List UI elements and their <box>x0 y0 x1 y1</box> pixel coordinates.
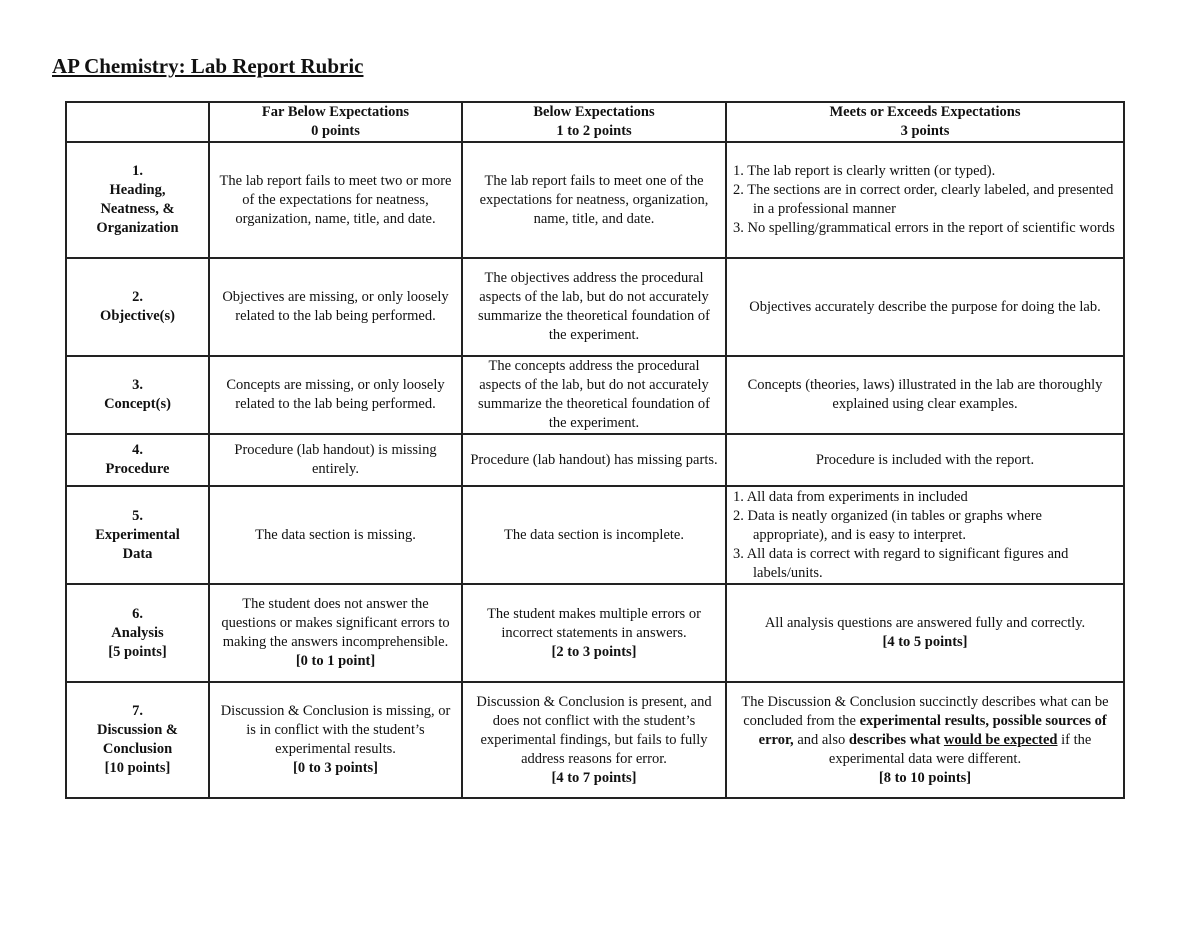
cell-meets: Objectives accurately describe the purpose for doing the lab. <box>726 258 1124 356</box>
table-row <box>66 356 1124 434</box>
table-row <box>66 434 1124 486</box>
cell-far-below: Objectives are missing, or only loosely related to the lab being performed. <box>209 258 462 356</box>
list-item: 2. The sections are in correct order, clearly labeled, and presented in a professional manner <box>733 182 1114 217</box>
table-row <box>66 584 1124 682</box>
cell-below: The student makes multiple errors or incorrect statements in answers. [2 to 3 points] <box>462 584 726 682</box>
criterion-objectives: 2. Objective(s) <box>66 258 209 356</box>
cell-meets <box>726 142 1124 258</box>
cell-below: Procedure (lab handout) has missing parts. <box>462 434 726 486</box>
cell-far-below: The data section is missing. <box>209 486 462 584</box>
cell-meets: Concepts (theories, laws) illustrated in the lab are thoroughly explained using clear examples. <box>726 356 1124 434</box>
criterion-heading: 1. Heading, Neatness, & Organization <box>66 142 209 258</box>
table-row <box>66 486 1124 584</box>
cell-below: The objectives address the procedural aspects of the lab, but do not accurately summarize the theoretical foundation of the experiment. <box>462 258 726 356</box>
cell-far-below: Concepts are missing, or only loosely related to the lab being performed. <box>209 356 462 434</box>
cell-below: The lab report fails to meet one of the expectations for neatness, organization, name, title, and date. <box>462 142 726 258</box>
criterion-experimental-data: 5. Experimental Data <box>66 486 209 584</box>
cell-far-below: The lab report fails to meet two or more of the expectations for neatness, organization, name, title, and date. <box>209 142 462 258</box>
cell-far-below: Procedure (lab handout) is missing entirely. <box>209 434 462 486</box>
page-title: AP Chemistry: Lab Report Rubric <box>52 54 364 78</box>
cell-meets: All analysis questions are answered fully and correctly. [4 to 5 points] <box>726 584 1124 682</box>
cell-far-below: Discussion & Conclusion is missing, or is in conflict with the student’s experimental results. [0 to 3 points] <box>209 682 462 798</box>
criterion-procedure: 4. Procedure <box>66 434 209 486</box>
table-row <box>66 682 1124 798</box>
cell-meets <box>726 486 1124 584</box>
cell-below: The data section is incomplete. <box>462 486 726 584</box>
rubric-table <box>65 101 1125 799</box>
header-far-below: Far Below Expectations 0 points <box>209 102 462 142</box>
cell-meets: Procedure is included with the report. <box>726 434 1124 486</box>
points-range: [0 to 3 points] <box>293 760 378 776</box>
table-row <box>66 258 1124 356</box>
list-item: 2. Data is neatly organized (in tables or graphs where appropriate), and is easy to interpret. <box>733 507 1042 543</box>
points-range: [4 to 7 points] <box>551 769 637 786</box>
points-range: [2 to 3 points] <box>551 643 637 660</box>
header-below: Below Expectations 1 to 2 points <box>462 102 726 142</box>
points-range: [4 to 5 points] <box>882 634 968 650</box>
list-item: 1. The lab report is clearly written (or typed). <box>733 163 996 179</box>
cell-meets: The Discussion & Conclusion succinctly describes what can be concluded from the experimental results, possible sources of error, and also describes what would be expected if the experimental data were different. [8 to 10 points] <box>726 682 1124 798</box>
points-range: [0 to 1 point] <box>295 653 376 669</box>
list-item: 3. All data is correct with regard to significant figures and labels/units. <box>733 545 1069 581</box>
header-meets: Meets or Exceeds Expectations 3 points <box>726 102 1124 142</box>
cell-far-below: The student does not answer the questions or makes significant errors to making the answers incomprehensible. [0 to 1 point] <box>209 584 462 682</box>
criterion-concepts: 3. Concept(s) <box>66 356 209 434</box>
cell-below: Discussion & Conclusion is present, and does not conflict with the student’s experimental findings, but fails to fully address reasons for error. [4 to 7 points] <box>462 682 726 798</box>
list-item: 1. All data from experiments in included <box>733 488 968 505</box>
table-row <box>66 142 1124 258</box>
header-row <box>66 102 1124 142</box>
points-range: [8 to 10 points] <box>878 769 972 786</box>
header-blank <box>66 102 209 142</box>
criterion-analysis: 6. Analysis [5 points] <box>66 584 209 682</box>
list-item: 3. No spelling/grammatical errors in the report of scientific words <box>733 220 1115 236</box>
criterion-discussion-conclusion: 7. Discussion & Conclusion [10 points] <box>66 682 209 798</box>
cell-below: The concepts address the procedural aspects of the lab, but do not accurately summarize the theoretical foundation of the experiment. <box>462 356 726 434</box>
